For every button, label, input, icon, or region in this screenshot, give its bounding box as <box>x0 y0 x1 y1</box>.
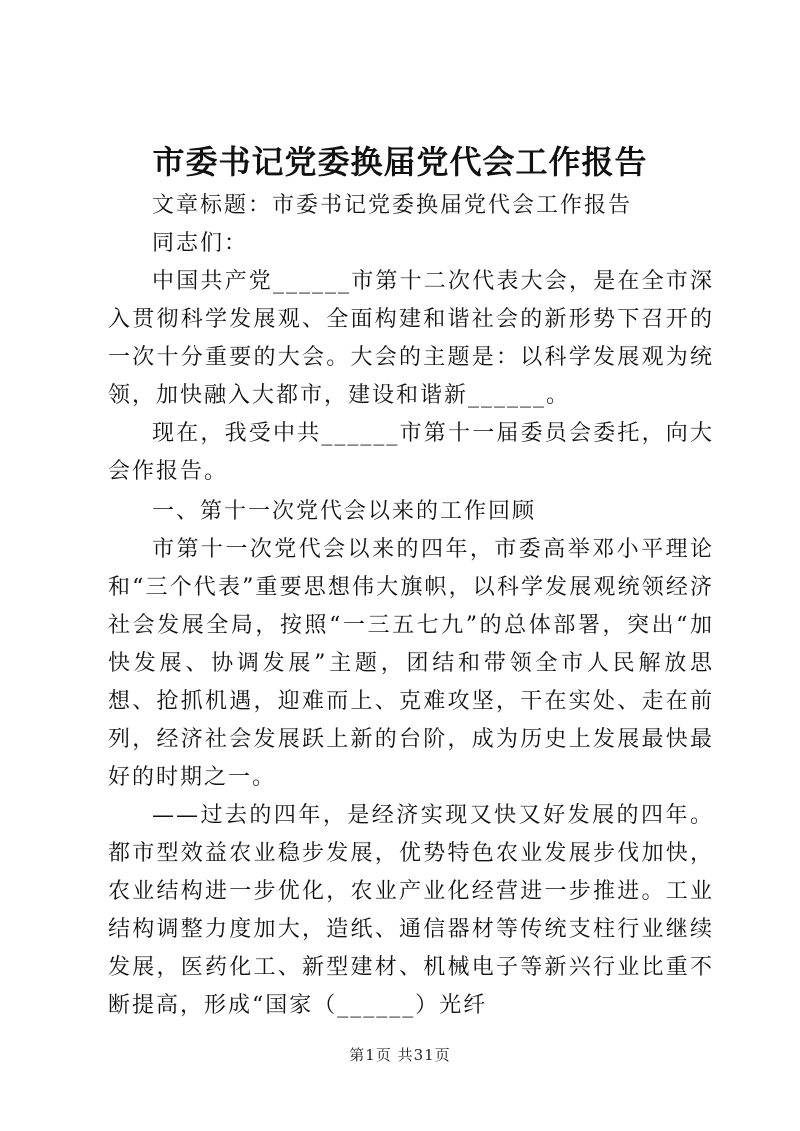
paragraph-review: 市第十一次党代会以来的四年，市委高举邓小平理论和“三个代表”重要思想伟大旗帜，以科学发展观统领经济社会发展全局，按照“一三五七九”的总体部署，突出“加快发展、协调发展”主题，团结和带领全市人民解放思想、抢抓机遇，迎难而上、克难攻坚，干在实处、走在前列，经济社会发展跃上新的台阶，成为历史上发展最快最好的时期之一。 <box>108 537 714 790</box>
paragraph-opening: 中国共产党______市第十二次代表大会，是在全市深入贯彻科学发展观、全面构建和谐社会的新形势下召开的一次十分重要的大会。大会的主题是：以科学发展观为统领，加快融入大都市，建设和谐新______。 <box>108 269 714 408</box>
document-body <box>108 187 714 1025</box>
article-title-line: 文章标题：市委书记党委换届党代会工作报告 <box>152 193 633 218</box>
document-title: 市委书记党委换届党代会工作报告 <box>152 143 648 181</box>
paragraph-economy: ——过去的四年，是经济实现又快又好发展的四年。都市型效益农业稳步发展，优势特色农业发展步伐加快，农业结构进一步优化，农业产业化经营进一步推进。工业结构调整力度加大，造纸、通信器材等传统支柱行业继续发展，医药化工、新型建材、机械电子等新兴行业比重不断提高，形成“国家（______）光纤 <box>108 803 714 1018</box>
paragraph-report-intro: 现在，我受中共______市第十一届委员会委托，向大会作报告。 <box>108 421 714 484</box>
page-indicator: 第1页 共31页 <box>349 1046 451 1064</box>
section-heading: 一、第十一次党代会以来的工作回顾 <box>152 499 537 524</box>
salutation: 同志们： <box>152 231 249 256</box>
